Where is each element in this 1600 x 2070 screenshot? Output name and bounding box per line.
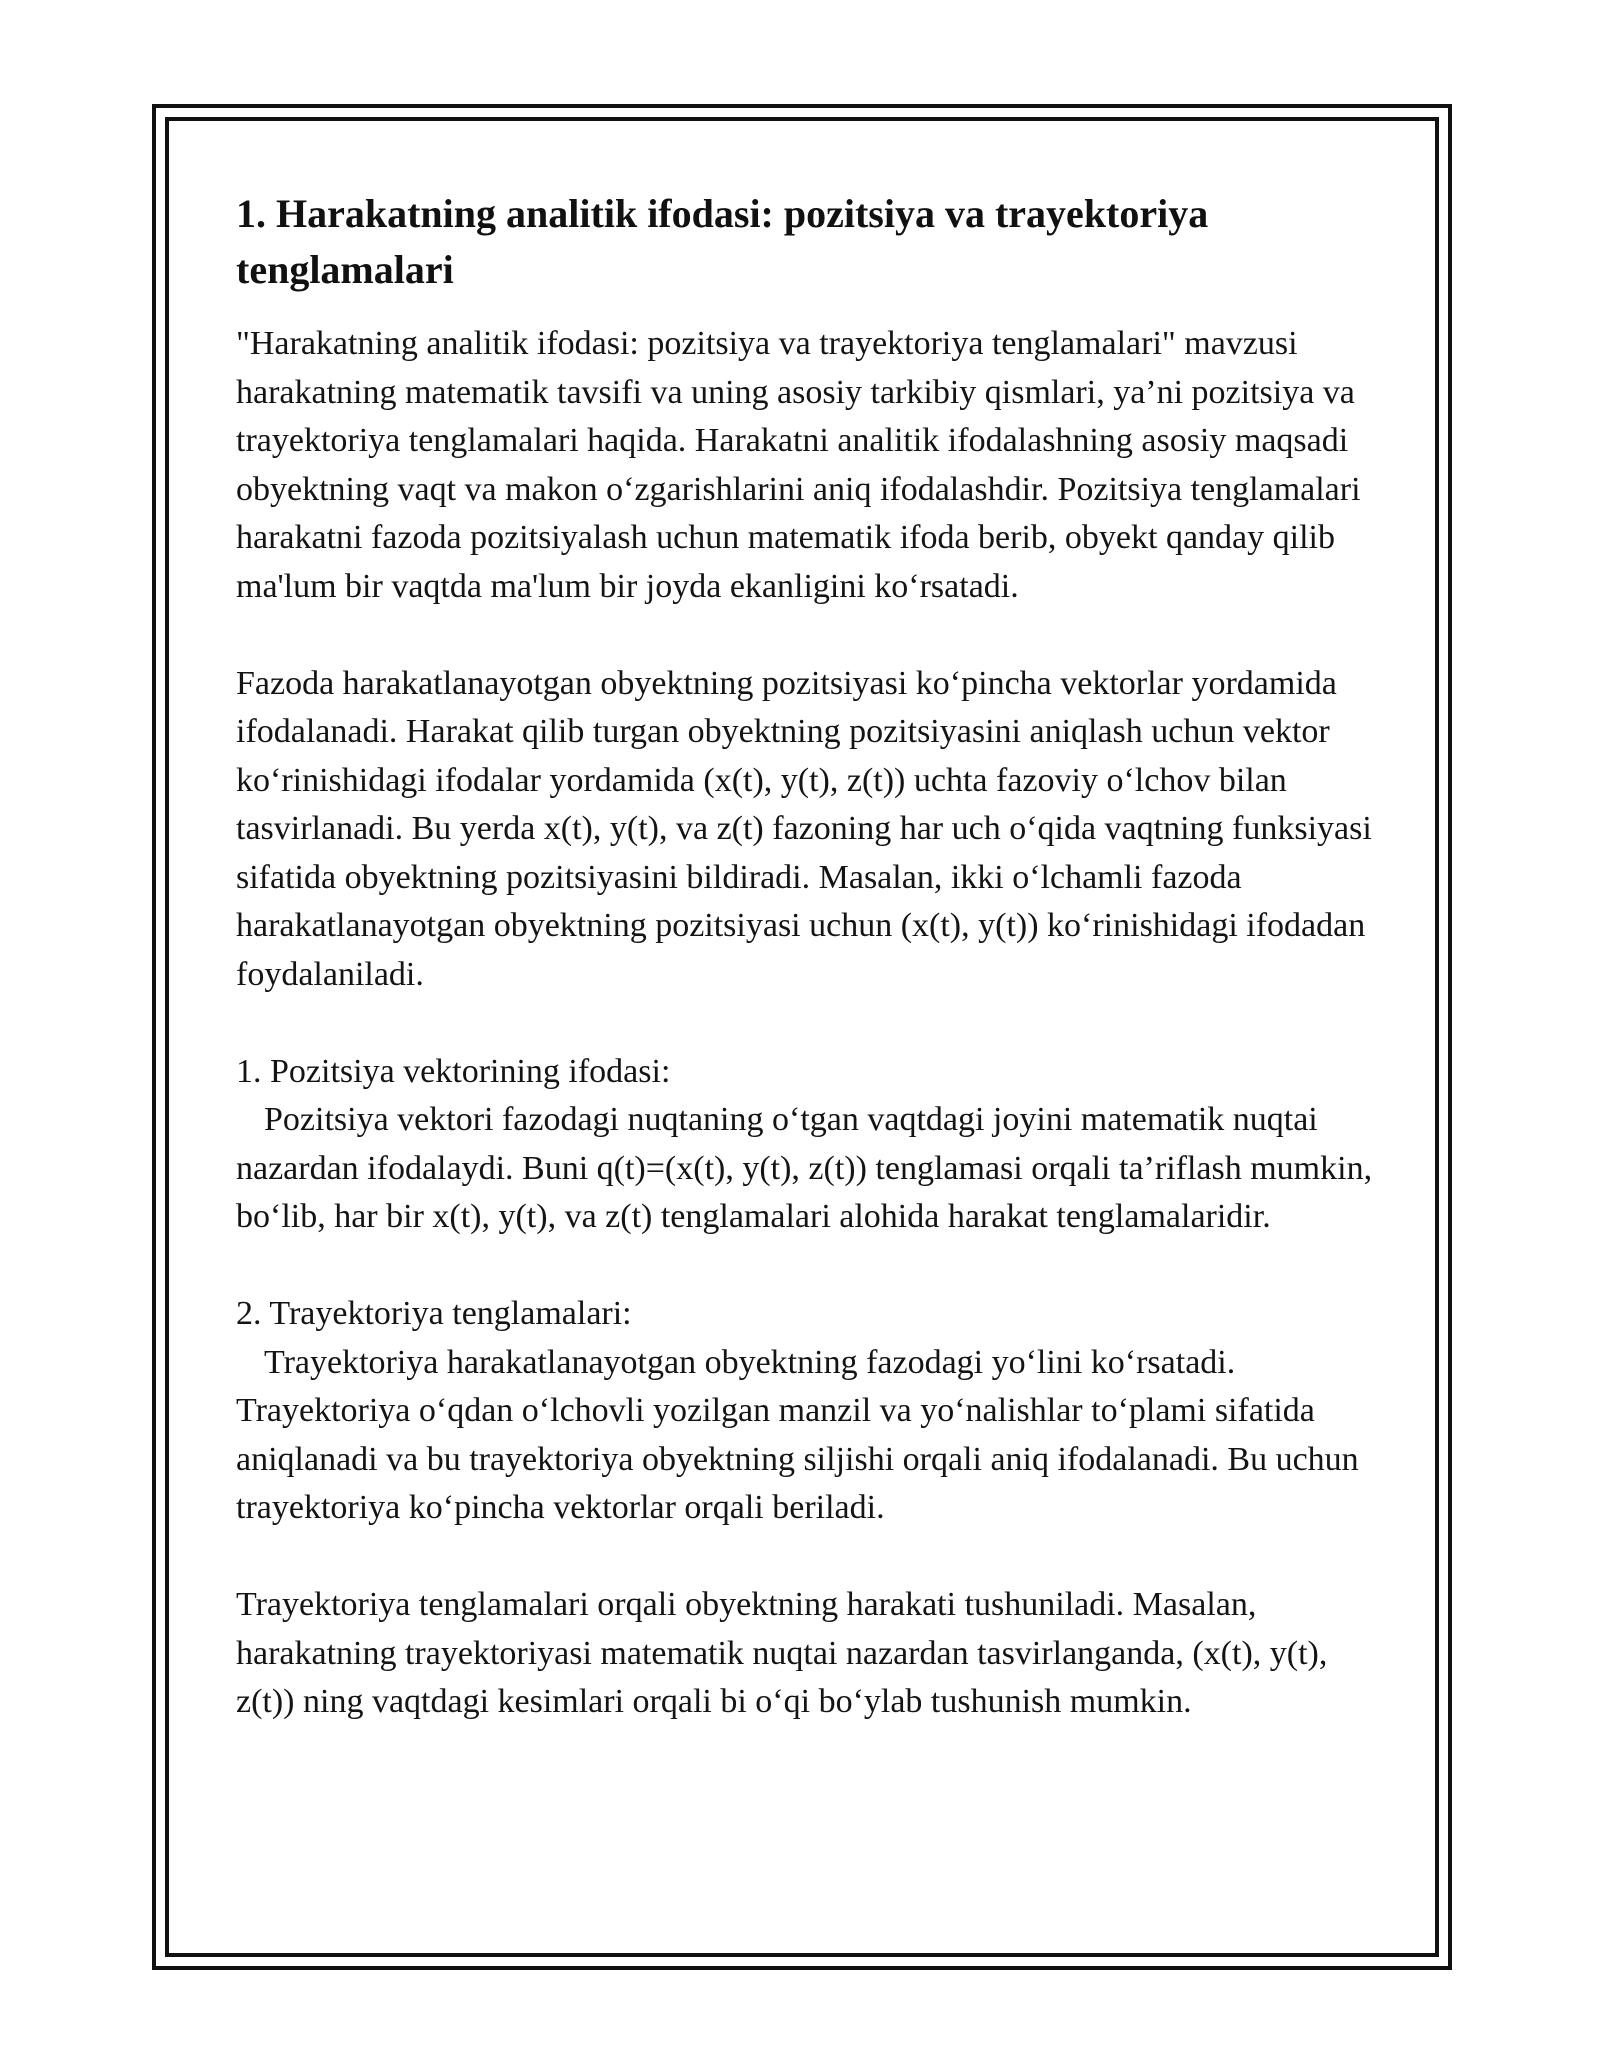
- list-item-body: Trayektoriya harakatlanayotgan obyektning fazodagi yo‘lini ko‘rsatadi. Trayektoriya o‘qdan o‘lchovli yozilgan manzil va yo‘nalishlar to‘plami sifatida aniqlanadi va bu trayektoriya obyektning siljishi orqali aniq ifodalanadi. Bu uchun trayektoriya ko‘pincha vektorlar orqali beriladi.: [236, 1343, 1368, 1526]
- list-item-title: 2. Trayektoriya tenglamalari:: [236, 1295, 632, 1332]
- list-item-position-vector: [236, 1048, 1381, 1242]
- list-item-trajectory: [236, 1290, 1376, 1533]
- document-content: [236, 186, 1381, 1775]
- vector-paragraph: Fazoda harakatlanayotgan obyektning pozitsiyasi ko‘pincha vektorlar yordamida ifodalanadi. Harakat qilib turgan obyektning pozitsiyasini aniqlash uchun vektor ko‘rinishidagi ifodalar yordamida (x(t), y(t), z(t)) uchta fazoviy o‘lchov bilan tasvirlanadi. Bu yerda x(t), y(t), va z(t) fazoning har uch o‘qida vaqtning funksiyasi sifatida obyektning pozitsiyasini bildiradi. Masalan, ikki o‘lchamli fazoda harakatlanayotgan obyektning pozitsiyasi uchun (x(t), y(t)) ko‘rinishidagi ifodadan foydalaniladi.: [236, 664, 1381, 993]
- list-item-body: Pozitsiya vektori fazodagi nuqtaning o‘tgan vaqtdagi joyini matematik nuqtai nazardan ifodalaydi. Buni q(t)=(x(t), y(t), z(t)) tenglamasi orqali ta’riflash mumkin, bo‘lib, har bir x(t), y(t), va z(t) tenglamalari alohida harakat tenglamalaridir.: [236, 1101, 1381, 1235]
- list-item-title: 1. Pozitsiya vektorining ifodasi:: [236, 1052, 671, 1090]
- closing-paragraph: Trayektoriya tenglamalari orqali obyektning harakati tushuniladi. Masalan, harakatning trayektoriyasi matematik nuqtai nazardan tasvirlanganda, (x(t), y(t), z(t)) ning vaqtdagi kesimlari orqali bi o‘qi bo‘ylab tushunish mumkin.: [236, 1586, 1336, 1720]
- intro-paragraph: "Harakatning analitik ifodasi: pozitsiya va trayektoriya tenglamalari" mavzusi harakatning matematik tavsifi va uning asosiy tarkibiy qismlari, ya’ni pozitsiya va trayektoriya tenglamalari haqida. Harakatni analitik ifodalashning asosiy maqsadi obyektning vaqt va makon o‘zgarishlarini aniq ifodalashdir. Pozitsiya tenglamalari harakatni fazoda pozitsiyalash uchun matematik ifoda berib, obyekt qanday qilib ma'lum bir vaqtda ma'lum bir joyda ekanligini ko‘rsatadi.: [236, 325, 1370, 605]
- section-heading: 1. Harakatning analitik ifodasi: pozitsiya va trayektoriya tenglamalari: [236, 191, 1209, 292]
